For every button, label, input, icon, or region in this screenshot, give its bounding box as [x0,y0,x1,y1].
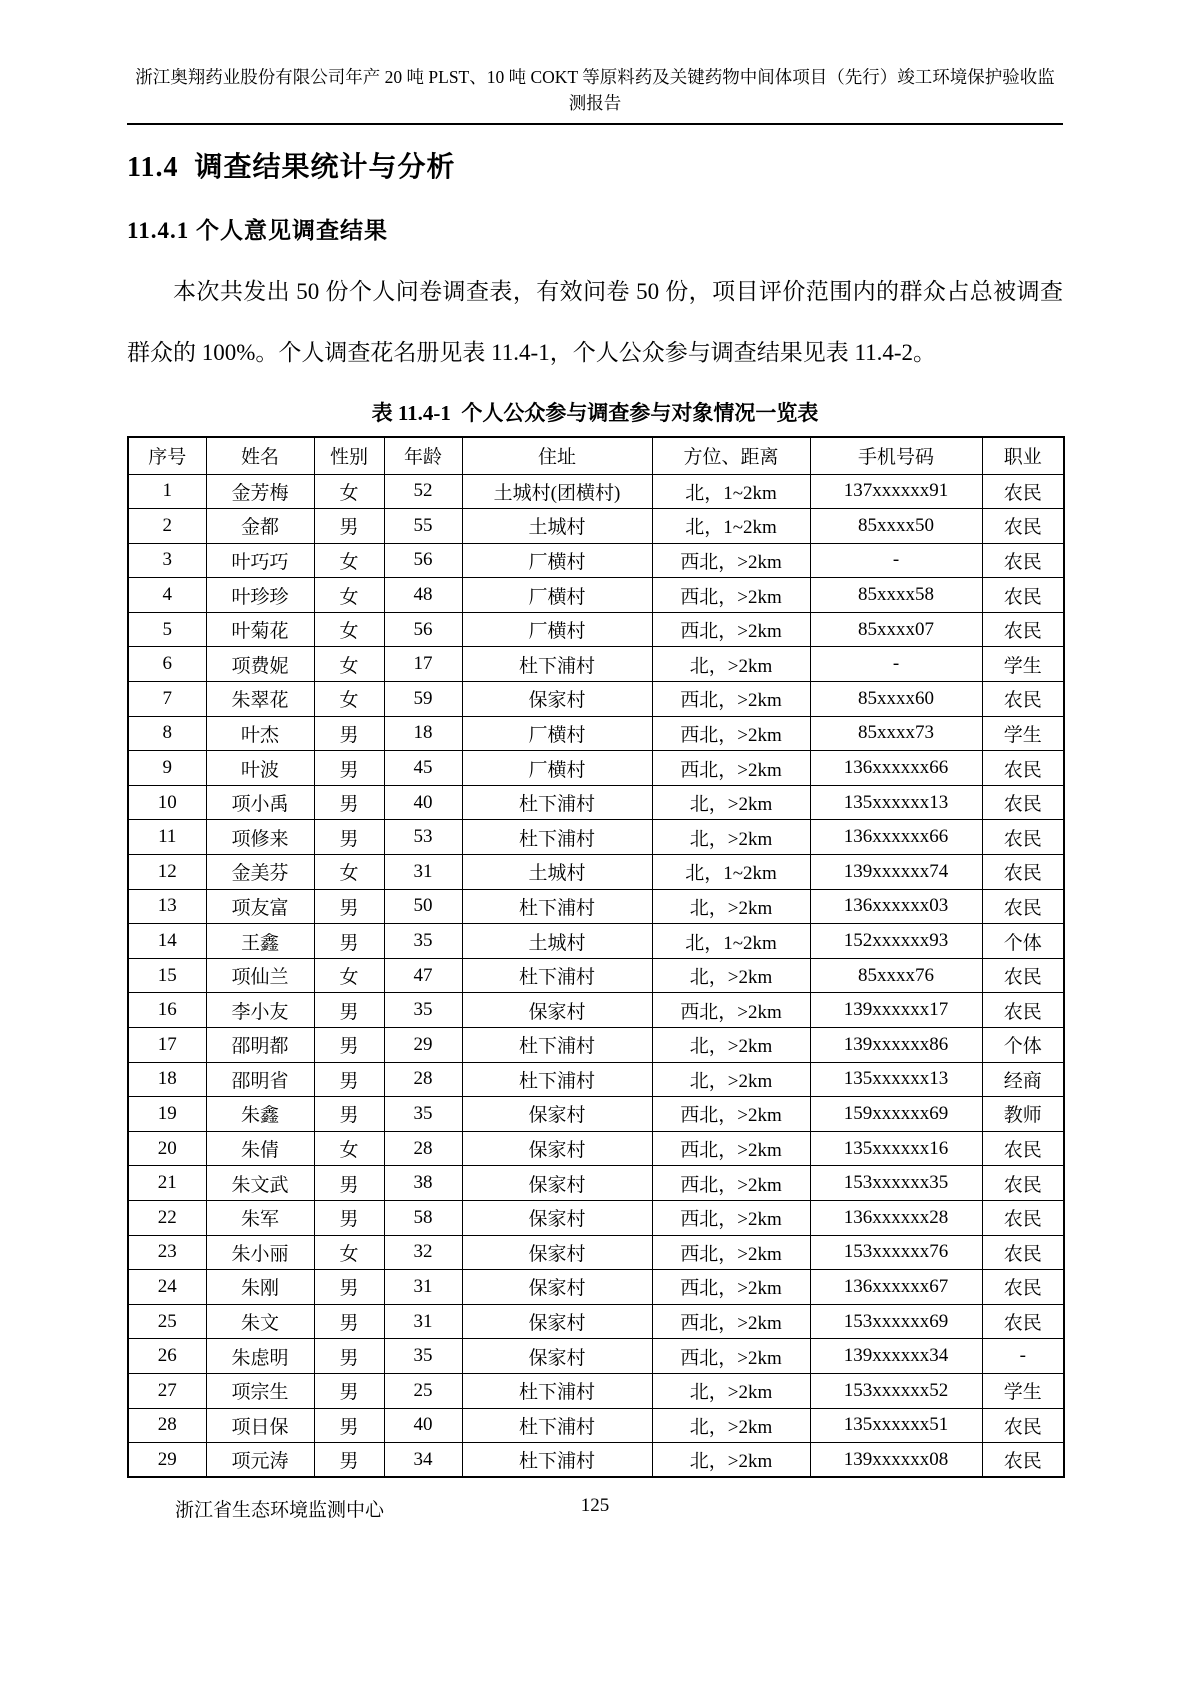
table-cell: 23 [128,1235,206,1270]
table-cell: 农民 [982,958,1064,993]
table-row [128,993,1064,1028]
table-cell: 农民 [982,1131,1064,1166]
table-row [128,1166,1064,1201]
table-cell: 李小友 [206,993,314,1028]
table-cell: 20 [128,1131,206,1166]
table-row [128,1339,1064,1374]
table-cell: 北，>2km [652,1443,810,1478]
table-cell: 男 [314,1339,384,1374]
table-cell: 35 [384,924,462,959]
table-cell: 56 [384,612,462,647]
table-cell: 139xxxxxx17 [810,993,982,1028]
table-cell: 北，>2km [652,785,810,820]
table-cell: 杜下浦村 [462,1408,652,1443]
table-cell: 土城村 [462,855,652,890]
table-row [128,1443,1064,1478]
table-cell: 学生 [982,647,1064,682]
table-cell: 金芳梅 [206,474,314,509]
table-cell: 农民 [982,1270,1064,1305]
table-cell: 北，>2km [652,1062,810,1097]
table-cell: - [810,647,982,682]
table-cell: 杜下浦村 [462,1028,652,1063]
table-cell: 杜下浦村 [462,647,652,682]
table-cell: 153xxxxxx76 [810,1235,982,1270]
table-cell: 56 [384,543,462,578]
table-cell: 农民 [982,1408,1064,1443]
column-header: 性别 [314,437,384,474]
table-cell: 女 [314,1235,384,1270]
table-cell: 12 [128,855,206,890]
table-row [128,1373,1064,1408]
column-header: 手机号码 [810,437,982,474]
table-cell: 40 [384,1408,462,1443]
subsection-title: 11.4.1 个人意见调查结果 [127,218,388,243]
table-cell: 40 [384,785,462,820]
page-number: 125 [580,1495,610,1517]
table-cell: 男 [314,509,384,544]
table-cell: 农民 [982,509,1064,544]
table-row [128,509,1064,544]
table-cell: 16 [128,993,206,1028]
table-cell: 女 [314,612,384,647]
table-cell: 2 [128,509,206,544]
table-cell: 保家村 [462,1270,652,1305]
table-cell: 个体 [982,1028,1064,1063]
table-cell: 农民 [982,855,1064,890]
table-cell: 金美芬 [206,855,314,890]
table-cell: 女 [314,578,384,613]
table-cell: 男 [314,1270,384,1305]
table-cell: 北，>2km [652,1408,810,1443]
table-cell: 朱翠花 [206,682,314,717]
table-cell: 农民 [982,889,1064,924]
table-cell: 35 [384,1339,462,1374]
table-cell: 朱小丽 [206,1235,314,1270]
table-cell: 男 [314,1373,384,1408]
table-row [128,647,1064,682]
table-cell: 朱倩 [206,1131,314,1166]
table-cell: 女 [314,543,384,578]
table-cell: 135xxxxxx16 [810,1131,982,1166]
table-cell: 叶杰 [206,716,314,751]
table-cell: 朱鑫 [206,1097,314,1132]
table-cell: 139xxxxxx34 [810,1339,982,1374]
table-cell: 17 [128,1028,206,1063]
table-cell: 152xxxxxx93 [810,924,982,959]
table-cell: 18 [384,716,462,751]
table-row [128,1304,1064,1339]
table-cell: 女 [314,855,384,890]
column-header: 方位、距离 [652,437,810,474]
table-cell: 14 [128,924,206,959]
table-cell: 男 [314,993,384,1028]
table-cell: 项仙兰 [206,958,314,993]
table-cell: 25 [128,1304,206,1339]
table-cell: 保家村 [462,1200,652,1235]
table-cell: 农民 [982,751,1064,786]
table-cell: 34 [384,1443,462,1478]
table-cell: 土城村 [462,509,652,544]
table-cell: 男 [314,924,384,959]
table-cell: 35 [384,1097,462,1132]
table-cell: 农民 [982,1235,1064,1270]
table-cell: 女 [314,682,384,717]
table-cell: 叶波 [206,751,314,786]
table-row [128,751,1064,786]
table-cell: 保家村 [462,1304,652,1339]
table-cell: 男 [314,889,384,924]
table-cell: 保家村 [462,682,652,717]
table-cell: 北，1~2km [652,855,810,890]
table-cell: 52 [384,474,462,509]
table-cell: 男 [314,1443,384,1478]
table-title: 表 11.4-1 个人公众参与调查参与对象情况一览表 [371,401,819,425]
table-cell: 项元涛 [206,1443,314,1478]
table-cell: 24 [128,1270,206,1305]
table-cell: 农民 [982,578,1064,613]
table-cell: 北，>2km [652,1028,810,1063]
table-cell: 保家村 [462,1097,652,1132]
table-cell: 项小禹 [206,785,314,820]
table-cell: 男 [314,1062,384,1097]
table-row [128,543,1064,578]
table-cell: 153xxxxxx35 [810,1166,982,1201]
table-cell: 西北，>2km [652,1304,810,1339]
table-cell: 农民 [982,474,1064,509]
table-cell: 35 [384,993,462,1028]
table-row [128,855,1064,890]
table-cell: 139xxxxxx86 [810,1028,982,1063]
table-cell: 28 [384,1131,462,1166]
table-cell: 经商 [982,1062,1064,1097]
page-footer [127,1495,1063,1521]
table-cell: 杜下浦村 [462,820,652,855]
table-cell: 农民 [982,682,1064,717]
column-header: 姓名 [206,437,314,474]
table-cell: 杜下浦村 [462,1373,652,1408]
table-cell: 朱文武 [206,1166,314,1201]
table-row [128,1131,1064,1166]
table-cell: 保家村 [462,1339,652,1374]
table-cell: 85xxxx50 [810,509,982,544]
table-cell: 北，>2km [652,889,810,924]
table-cell: 杜下浦村 [462,1062,652,1097]
table-cell: 叶巧巧 [206,543,314,578]
table-cell: 38 [384,1166,462,1201]
table-cell: 西北，>2km [652,543,810,578]
table-cell: 29 [128,1443,206,1478]
table-row [128,1270,1064,1305]
table-cell: 杜下浦村 [462,785,652,820]
table-cell: 4 [128,578,206,613]
page-content [127,0,1063,1521]
table-row [128,1235,1064,1270]
table-cell: 47 [384,958,462,993]
table-cell: 28 [128,1408,206,1443]
table-cell: 农民 [982,993,1064,1028]
table-cell: 85xxxx73 [810,716,982,751]
table-cell: 7 [128,682,206,717]
table-cell: 28 [384,1062,462,1097]
table-cell: 厂横村 [462,716,652,751]
table-cell: 135xxxxxx51 [810,1408,982,1443]
table-cell: 50 [384,889,462,924]
table-cell: 136xxxxxx66 [810,820,982,855]
table-cell: 项宗生 [206,1373,314,1408]
table-row [128,578,1064,613]
table-cell: 58 [384,1200,462,1235]
table-cell: 保家村 [462,1235,652,1270]
table-row [128,820,1064,855]
table-cell: 西北，>2km [652,1200,810,1235]
table-cell: 农民 [982,612,1064,647]
table-cell: 西北，>2km [652,1339,810,1374]
table-cell: 厂横村 [462,543,652,578]
table-header-row [128,437,1064,474]
table-cell: 土城村 [462,924,652,959]
table-cell: 9 [128,751,206,786]
table-cell: - [982,1339,1064,1374]
table-cell: 叶菊花 [206,612,314,647]
table-cell: 27 [128,1373,206,1408]
table-cell: 朱军 [206,1200,314,1235]
table-row [128,1200,1064,1235]
table-cell: 26 [128,1339,206,1374]
table-cell: 21 [128,1166,206,1201]
table-row [128,889,1064,924]
table-cell: 153xxxxxx52 [810,1373,982,1408]
table-cell: 学生 [982,1373,1064,1408]
survey-table [127,436,1065,1478]
table-cell: 厂横村 [462,751,652,786]
table-cell: 农民 [982,1443,1064,1478]
table-cell: 男 [314,1200,384,1235]
table-cell: 135xxxxxx13 [810,1062,982,1097]
table-cell: 项修来 [206,820,314,855]
table-cell: 邵明省 [206,1062,314,1097]
table-cell: 85xxxx76 [810,958,982,993]
table-cell: 136xxxxxx67 [810,1270,982,1305]
table-row [128,1062,1064,1097]
section-title: 11.4 调查结果统计与分析 [127,152,456,183]
table-cell: 31 [384,855,462,890]
table-cell: 北，1~2km [652,509,810,544]
table-cell: - [810,543,982,578]
table-cell: 学生 [982,716,1064,751]
table-cell: 朱刚 [206,1270,314,1305]
table-cell: 男 [314,785,384,820]
table-cell: 项友富 [206,889,314,924]
table-cell: 西北，>2km [652,612,810,647]
table-cell: 北，>2km [652,958,810,993]
table-cell: 25 [384,1373,462,1408]
table-cell: 136xxxxxx66 [810,751,982,786]
footer-organization: 浙江省生态环境监测中心 [175,1500,385,1522]
table-cell: 6 [128,647,206,682]
table-cell: 11 [128,820,206,855]
table-row [128,958,1064,993]
table-cell: 153xxxxxx69 [810,1304,982,1339]
table-cell: 85xxxx58 [810,578,982,613]
table-cell: 北，>2km [652,820,810,855]
table-cell: 保家村 [462,1131,652,1166]
table-cell: 厂横村 [462,612,652,647]
table-cell: 西北，>2km [652,1270,810,1305]
table-cell: 西北，>2km [652,993,810,1028]
table-cell: 男 [314,820,384,855]
table-body [128,474,1064,1477]
table-cell: 西北，>2km [652,682,810,717]
table-cell: 农民 [982,785,1064,820]
column-header: 年龄 [384,437,462,474]
table-cell: 10 [128,785,206,820]
table-row [128,612,1064,647]
table-cell: 29 [384,1028,462,1063]
table-cell: 135xxxxxx13 [810,785,982,820]
table-cell: 个体 [982,924,1064,959]
table-cell: 女 [314,1131,384,1166]
table-cell: 西北，>2km [652,578,810,613]
table-row [128,716,1064,751]
table-row [128,1097,1064,1132]
table-cell: 女 [314,647,384,682]
table-cell: 杜下浦村 [462,889,652,924]
table-cell: 女 [314,474,384,509]
table-cell: 西北，>2km [652,1097,810,1132]
table-cell: 139xxxxxx74 [810,855,982,890]
table-cell: 农民 [982,1304,1064,1339]
table-cell: 5 [128,612,206,647]
table-cell: 17 [384,647,462,682]
table-cell: 北，1~2km [652,474,810,509]
table-cell: 男 [314,1304,384,1339]
table-cell: 农民 [982,820,1064,855]
table-cell: 男 [314,716,384,751]
table-cell: 金都 [206,509,314,544]
table-cell: 53 [384,820,462,855]
table-cell: 48 [384,578,462,613]
table-cell: 男 [314,1166,384,1201]
table-cell: 厂横村 [462,578,652,613]
column-header: 职业 [982,437,1064,474]
table-cell: 32 [384,1235,462,1270]
table-cell: 保家村 [462,1166,652,1201]
table-cell: 15 [128,958,206,993]
table-cell: 18 [128,1062,206,1097]
body-paragraph: 本次共发出 50 份个人问卷调查表，有效问卷 50 份，项目评价范围内的群众占总被调查群众的 100%。个人调查花名册见表 11.4-1，个人公众参与调查结果见表 11.4-2。 [127,279,1063,365]
table-cell: 55 [384,509,462,544]
table-cell: 邵明都 [206,1028,314,1063]
table-cell: 8 [128,716,206,751]
table-cell: 45 [384,751,462,786]
table-row [128,1408,1064,1443]
table-cell: 85xxxx60 [810,682,982,717]
table-cell: 85xxxx07 [810,612,982,647]
table-cell: 朱文 [206,1304,314,1339]
table-row [128,682,1064,717]
table-cell: 农民 [982,543,1064,578]
table-cell: 136xxxxxx03 [810,889,982,924]
table-row [128,1028,1064,1063]
table-cell: 男 [314,1408,384,1443]
table-cell: 59 [384,682,462,717]
table-cell: 项日保 [206,1408,314,1443]
table-cell: 男 [314,1097,384,1132]
table-cell: 31 [384,1270,462,1305]
table-cell: 136xxxxxx28 [810,1200,982,1235]
document-header: 浙江奥翔药业股份有限公司年产 20 吨 PLST、10 吨 COKT 等原料药及关键药物中间体项目（先行）竣工环境保护验收监测报告 [127,0,1063,125]
table-cell: 西北，>2km [652,751,810,786]
table-cell: 西北，>2km [652,1235,810,1270]
table-cell: 朱虑明 [206,1339,314,1374]
table-cell: 农民 [982,1200,1064,1235]
table-cell: 19 [128,1097,206,1132]
table-cell: 王鑫 [206,924,314,959]
table-cell: 1 [128,474,206,509]
table-cell: 北，1~2km [652,924,810,959]
table-cell: 139xxxxxx08 [810,1443,982,1478]
column-header: 住址 [462,437,652,474]
table-cell: 教师 [982,1097,1064,1132]
table-cell: 西北，>2km [652,1131,810,1166]
table-cell: 男 [314,1028,384,1063]
table-cell: 叶珍珍 [206,578,314,613]
table-cell: 31 [384,1304,462,1339]
table-cell: 北，>2km [652,1373,810,1408]
table-cell: 13 [128,889,206,924]
table-cell: 22 [128,1200,206,1235]
table-cell: 女 [314,958,384,993]
table-cell: 137xxxxxx91 [810,474,982,509]
table-cell: 西北，>2km [652,1166,810,1201]
table-row [128,785,1064,820]
table-cell: 项费妮 [206,647,314,682]
table-cell: 保家村 [462,993,652,1028]
table-cell: 农民 [982,1166,1064,1201]
table-row [128,474,1064,509]
table-cell: 杜下浦村 [462,1443,652,1478]
table-cell: 3 [128,543,206,578]
table-cell: 杜下浦村 [462,958,652,993]
table-cell: 西北，>2km [652,716,810,751]
table-cell: 159xxxxxx69 [810,1097,982,1132]
column-header: 序号 [128,437,206,474]
table-cell: 土城村(团横村) [462,474,652,509]
table-cell: 男 [314,751,384,786]
table-row [128,924,1064,959]
table-cell: 北，>2km [652,647,810,682]
